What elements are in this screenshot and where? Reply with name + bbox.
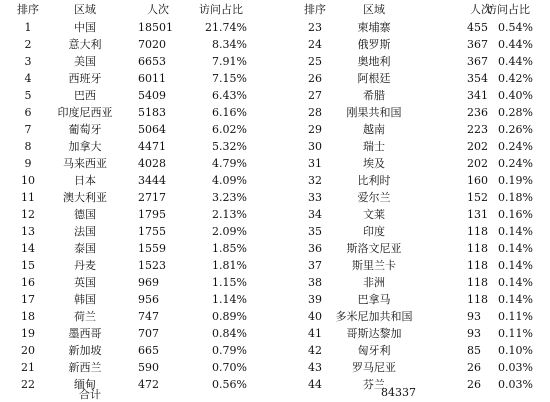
region-cell: 越南	[363, 123, 385, 136]
region-cell: 爱尔兰	[357, 191, 391, 204]
table-row	[0, 240, 550, 257]
region-cell: 葡萄牙	[68, 123, 102, 136]
rank-cell: 37	[308, 259, 322, 272]
rank-cell: 39	[308, 293, 322, 306]
region-cell: 印度	[363, 225, 385, 238]
header-region-right: 区域	[363, 3, 385, 16]
visit-share-cell: 5.32%	[212, 140, 247, 153]
visits-cell: 7020	[138, 38, 166, 51]
visits-cell: 4471	[138, 140, 166, 153]
visit-share-cell: 0.24%	[498, 157, 533, 170]
rank-cell: 24	[308, 38, 322, 51]
visits-cell: 6653	[138, 55, 166, 68]
region-cell: 英国	[74, 276, 96, 289]
header-visit-share-right: 访问占比	[486, 3, 530, 16]
visit-share-cell: 0.84%	[212, 327, 247, 340]
visit-share-cell: 0.03%	[498, 378, 533, 391]
rank-cell: 5	[24, 89, 32, 102]
region-cell: 德国	[74, 208, 96, 221]
visit-share-cell: 0.26%	[498, 123, 533, 136]
table-row	[0, 257, 550, 274]
header-region: 区域	[74, 3, 96, 16]
rank-cell: 22	[21, 378, 35, 391]
table-row	[0, 172, 550, 189]
visit-share-cell: 2.13%	[212, 208, 247, 221]
region-cell: 印度尼西亚	[57, 106, 113, 119]
visit-share-cell: 0.19%	[498, 174, 533, 187]
visit-share-cell: 0.44%	[498, 38, 533, 51]
visits-cell: 665	[138, 344, 159, 357]
visit-share-cell: 21.74%	[205, 21, 247, 34]
visits-cell: 152	[467, 191, 488, 204]
region-cell: 巴西	[74, 89, 96, 102]
rank-cell: 31	[308, 157, 322, 170]
table-row	[0, 189, 550, 206]
rank-cell: 38	[308, 276, 322, 289]
region-cell: 澳大利亚	[63, 191, 107, 204]
rank-cell: 1	[24, 21, 32, 34]
visit-share-cell: 0.40%	[498, 89, 533, 102]
rank-cell: 41	[308, 327, 322, 340]
region-cell: 巴拿马	[357, 293, 391, 306]
visits-cell: 1523	[138, 259, 166, 272]
region-cell: 意大利	[68, 38, 102, 51]
visits-cell: 5183	[138, 106, 166, 119]
rank-cell: 19	[21, 327, 35, 340]
visits-cell: 26	[467, 361, 481, 374]
visit-share-cell: 6.02%	[212, 123, 247, 136]
visit-share-cell: 0.03%	[498, 361, 533, 374]
header-rank-right: 排序	[304, 3, 326, 16]
header-visit-share: 访问占比	[199, 3, 243, 16]
visit-share-cell: 1.85%	[212, 242, 247, 255]
visit-share-cell: 6.16%	[212, 106, 247, 119]
rank-cell: 13	[21, 225, 35, 238]
rank-cell: 8	[24, 140, 32, 153]
total-value: 84337	[381, 386, 416, 399]
region-cell: 丹麦	[74, 259, 96, 272]
visits-cell: 5064	[138, 123, 166, 136]
table-row	[0, 308, 550, 325]
region-cell: 刚果共和国	[346, 106, 402, 119]
visits-cell: 1795	[138, 208, 166, 221]
rank-cell: 12	[21, 208, 35, 221]
rank-cell: 16	[21, 276, 35, 289]
rank-cell: 14	[21, 242, 35, 255]
visits-cell: 1559	[138, 242, 166, 255]
visit-share-cell: 0.42%	[498, 72, 533, 85]
rank-cell: 11	[21, 191, 35, 204]
visits-cell: 118	[467, 259, 488, 272]
visits-cell: 93	[467, 327, 481, 340]
visits-cell: 131	[467, 208, 488, 221]
visits-cell: 472	[138, 378, 159, 391]
visits-cell: 223	[467, 123, 488, 136]
region-cell: 法国	[74, 225, 96, 238]
visit-share-cell: 1.15%	[212, 276, 247, 289]
region-cell: 美国	[74, 55, 96, 68]
visit-share-cell: 4.09%	[212, 174, 247, 187]
region-cell: 阿根廷	[357, 72, 391, 85]
region-cell: 斯里兰卡	[352, 259, 396, 272]
rank-cell: 2	[24, 38, 32, 51]
visits-cell: 2717	[138, 191, 166, 204]
visits-cell: 707	[138, 327, 159, 340]
table-header	[0, 0, 550, 19]
visit-share-cell: 0.10%	[498, 344, 533, 357]
region-cell: 斯洛文尼亚	[346, 242, 402, 255]
region-cell: 哥斯达黎加	[346, 327, 402, 340]
visit-share-cell: 1.81%	[212, 259, 247, 272]
region-cell: 缅甸	[74, 378, 96, 391]
visits-cell: 969	[138, 276, 159, 289]
table-row	[0, 87, 550, 104]
visit-share-cell: 8.34%	[212, 38, 247, 51]
visit-share-cell: 0.11%	[498, 327, 533, 340]
region-cell: 日本	[74, 174, 96, 187]
visit-share-cell: 0.18%	[498, 191, 533, 204]
rank-cell: 29	[308, 123, 322, 136]
rank-cell: 40	[308, 310, 322, 323]
table-row	[0, 70, 550, 87]
visit-share-cell: 0.79%	[212, 344, 247, 357]
visit-share-cell: 0.70%	[212, 361, 247, 374]
visit-share-cell: 4.79%	[212, 157, 247, 170]
visit-share-cell: 0.14%	[498, 242, 533, 255]
table-row	[0, 359, 550, 376]
region-cell: 韩国	[74, 293, 96, 306]
visit-share-cell: 0.54%	[498, 21, 533, 34]
rank-cell: 36	[308, 242, 322, 255]
table-row	[0, 53, 550, 70]
region-cell: 柬埔寨	[357, 21, 391, 34]
region-cell: 多米尼加共和国	[335, 310, 413, 323]
region-cell: 非洲	[363, 276, 385, 289]
visits-cell: 202	[467, 157, 488, 170]
rank-cell: 33	[308, 191, 322, 204]
region-cell: 比利时	[357, 174, 391, 187]
visit-share-cell: 0.44%	[498, 55, 533, 68]
table-row	[0, 36, 550, 53]
rank-cell: 28	[308, 106, 322, 119]
table-row	[0, 274, 550, 291]
region-cell: 匈牙利	[357, 344, 391, 357]
rank-cell: 27	[308, 89, 322, 102]
visits-cell: 354	[467, 72, 488, 85]
visits-cell: 5409	[138, 89, 166, 102]
rank-cell: 10	[21, 174, 35, 187]
visits-cell: 118	[467, 276, 488, 289]
visit-share-cell: 7.15%	[212, 72, 247, 85]
visit-share-cell: 0.14%	[498, 276, 533, 289]
table-row	[0, 206, 550, 223]
visits-cell: 118	[467, 225, 488, 238]
rank-cell: 6	[24, 106, 32, 119]
table-row	[0, 121, 550, 138]
region-cell: 马来西亚	[63, 157, 107, 170]
visits-cell: 6011	[138, 72, 166, 85]
visit-share-cell: 0.14%	[498, 259, 533, 272]
visits-cell: 590	[138, 361, 159, 374]
rank-cell: 23	[308, 21, 322, 34]
visits-cell: 85	[467, 344, 481, 357]
visit-share-cell: 2.09%	[212, 225, 247, 238]
visit-share-cell: 0.28%	[498, 106, 533, 119]
visit-share-cell: 0.56%	[212, 378, 247, 391]
rank-cell: 18	[21, 310, 35, 323]
visits-cell: 367	[467, 55, 488, 68]
rank-cell: 15	[21, 259, 35, 272]
region-cell: 埃及	[363, 157, 385, 170]
table-row	[0, 138, 550, 155]
table-row	[0, 223, 550, 240]
rank-cell: 21	[21, 361, 35, 374]
rank-cell: 17	[21, 293, 35, 306]
visit-share-cell: 0.89%	[212, 310, 247, 323]
total-label: 合计	[79, 388, 101, 401]
visits-cell: 455	[467, 21, 488, 34]
region-cell: 中国	[74, 21, 96, 34]
rank-cell: 9	[24, 157, 32, 170]
visits-cell: 118	[467, 242, 488, 255]
region-cell: 罗马尼亚	[352, 361, 396, 374]
rank-cell: 3	[24, 55, 32, 68]
visits-cell: 93	[467, 310, 481, 323]
rank-cell: 32	[308, 174, 322, 187]
visits-cell: 367	[467, 38, 488, 51]
table-row	[0, 325, 550, 342]
rank-cell: 4	[24, 72, 32, 85]
region-cell: 瑞士	[363, 140, 385, 153]
visit-share-cell: 1.14%	[212, 293, 247, 306]
visits-cell: 26	[467, 378, 481, 391]
header-visits-right: 人次	[470, 3, 492, 16]
visit-share-cell: 0.14%	[498, 293, 533, 306]
visits-cell: 341	[467, 89, 488, 102]
rank-cell: 35	[308, 225, 322, 238]
region-cell: 新加坡	[68, 344, 102, 357]
visits-cell: 160	[467, 174, 488, 187]
visits-cell: 3444	[138, 174, 166, 187]
visit-share-cell: 3.23%	[212, 191, 247, 204]
visit-share-cell: 0.11%	[498, 310, 533, 323]
table-row	[0, 104, 550, 121]
region-cell: 芬兰	[363, 378, 385, 391]
visit-share-cell: 0.16%	[498, 208, 533, 221]
region-cell: 新西兰	[68, 361, 102, 374]
region-cell: 俄罗斯	[357, 38, 391, 51]
region-cell: 荷兰	[74, 310, 96, 323]
table-row	[0, 291, 550, 308]
table-row	[0, 155, 550, 172]
rank-cell: 30	[308, 140, 322, 153]
visits-cell: 747	[138, 310, 159, 323]
rank-cell: 25	[308, 55, 322, 68]
region-cell: 奥地利	[357, 55, 391, 68]
visit-share-cell: 0.14%	[498, 225, 533, 238]
rank-cell: 7	[24, 123, 32, 136]
region-cell: 泰国	[74, 242, 96, 255]
visit-share-cell: 6.43%	[212, 89, 247, 102]
visits-cell: 1755	[138, 225, 166, 238]
header-visits: 人次	[147, 3, 169, 16]
visits-cell: 236	[467, 106, 488, 119]
visits-cell: 18501	[138, 21, 173, 34]
rank-cell: 42	[308, 344, 322, 357]
visits-cell: 4028	[138, 157, 166, 170]
visits-cell: 118	[467, 293, 488, 306]
visits-cell: 956	[138, 293, 159, 306]
visit-share-cell: 7.91%	[212, 55, 247, 68]
region-cell: 希腊	[363, 89, 385, 102]
rank-cell: 44	[308, 378, 322, 391]
table-body	[0, 19, 550, 393]
table-row	[0, 342, 550, 359]
region-cell: 墨西哥	[68, 327, 102, 340]
header-rank: 排序	[17, 3, 39, 16]
visits-cell: 202	[467, 140, 488, 153]
rank-cell: 20	[21, 344, 35, 357]
rank-cell: 34	[308, 208, 322, 221]
region-cell: 加拿大	[68, 140, 102, 153]
rank-cell: 26	[308, 72, 322, 85]
region-cell: 西班牙	[68, 72, 102, 85]
region-cell: 文莱	[363, 208, 385, 221]
table-row	[0, 19, 550, 36]
rank-cell: 43	[308, 361, 322, 374]
visit-share-cell: 0.24%	[498, 140, 533, 153]
